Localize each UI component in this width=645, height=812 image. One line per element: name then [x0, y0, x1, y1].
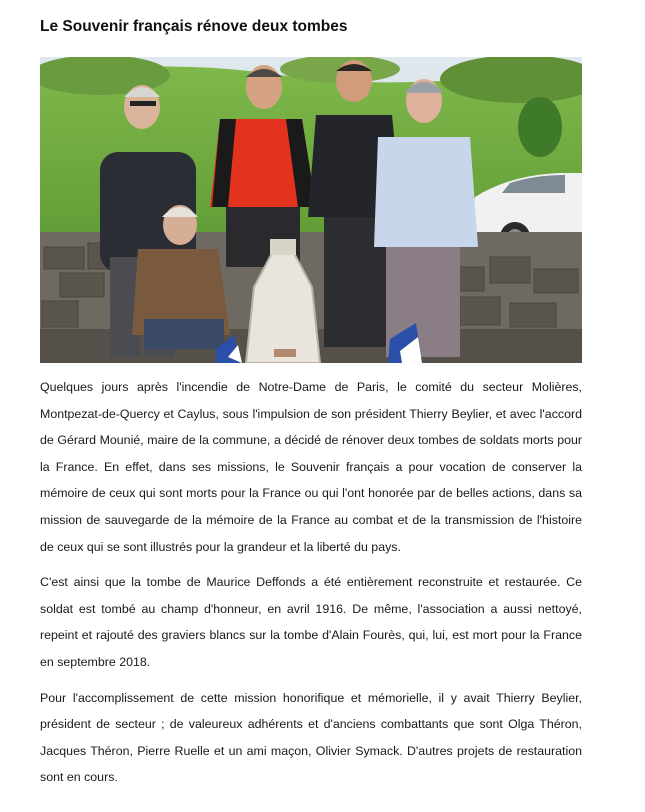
paragraph: Pour l'accomplissement de cette mission honorifique et mémorielle, il y avait Thierry Beylier, président de secteur ; de valeureux adhérents et d'anciens combattants que sont Olga Théron, Jacques Théron, Pierre Ruelle et un ami maçon, Olivier Symack. D'autres projets de restauration sont en cours. [40, 690, 582, 785]
article-title: Le Souvenir français rénove deux tombes [40, 18, 348, 35]
group-photo [40, 57, 582, 363]
paragraph: Quelques jours après l'incendie de Notre-Dame de Paris, le comité du secteur Molières, Montpezat-de-Quercy et Caylus, sous l'impulsion de son président Thierry Beylier, et avec l'accord de Gérard Mounié, maire de la commune, a décidé de rénover deux tombes de soldats morts pour la France. En effet, dans ses missions, le Souvenir français a pour vocation de conserver la mémoire de ceux qui sont morts pour la France ou qui l'ont honorée par de belles actions, dans sa mission de sauvegarde de la mémoire de la France au combat et de la transmission de l'histoire de ceux qui se sont illustrés pour la grandeur et la liberté du pays. [40, 380, 582, 554]
article-body [40, 374, 582, 800]
paragraph: C'est ainsi que la tombe de Maurice Deffonds a été entièrement reconstruite et restaurée. Ce soldat est tombé au champ d'honneur, en avril 1916. De même, l'association a aussi nettoyé, repeint et rajouté des graviers blancs sur la tombe d'Alain Fourès, qui, lui, est mort pour la France en septembre 2018. [40, 575, 582, 669]
